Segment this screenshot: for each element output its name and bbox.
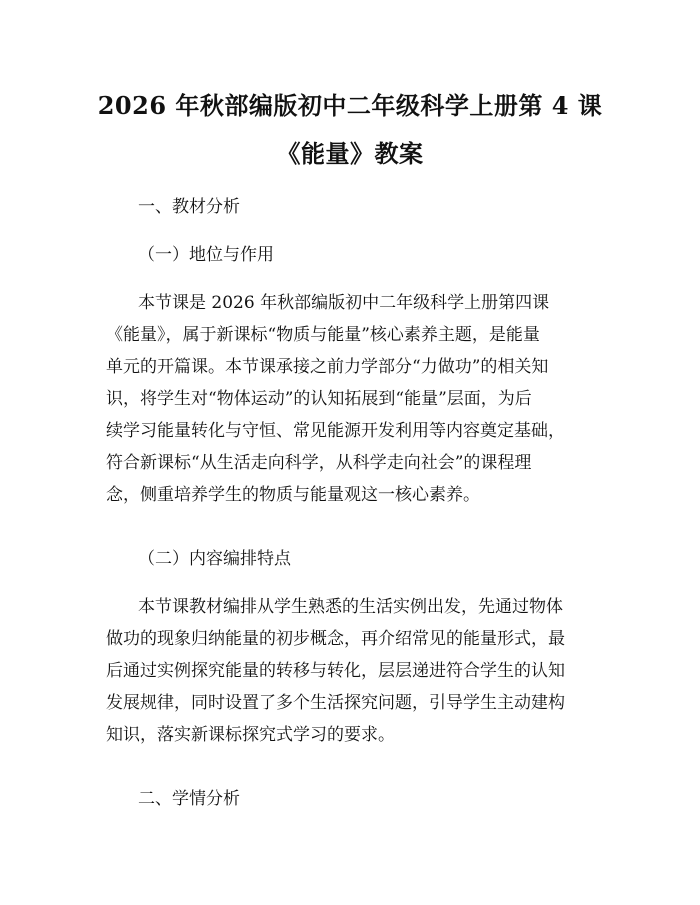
paragraph-1-line: 单元的开篇课。本节课承接之前力学部分“力做功”的相关知	[106, 357, 549, 377]
section-heading-student-analysis: 二、学情分析	[138, 789, 240, 809]
paragraph-1-line: 续学习能量转化与守恒、常见能源开发利用等内容奠定基础，	[106, 421, 565, 441]
paragraph-2-line: 知识，落实新课标探究式学习的要求。	[106, 725, 395, 745]
paragraph-1-line: 念，侧重培养学生的物质与能量观这一核心素养。	[106, 485, 480, 505]
paragraph-2-line: 做功的现象归纳能量的初步概念，再介绍常见的能量形式，最	[106, 629, 565, 649]
document-title-line-2: 《能量》教案	[276, 139, 424, 168]
document-title-line-1: 2026 年秋部编版初中二年级科学上册第 4 课	[97, 91, 603, 120]
paragraph-1-line: 识，将学生对“物体运动”的认知拓展到“能量”层面，为后	[106, 389, 532, 409]
subsection-heading-position-and-role: （一）地位与作用	[138, 245, 274, 265]
paragraph-1-line: 符合新课标“从生活走向科学，从科学走向社会”的课程理	[106, 453, 532, 473]
paragraph-2-line: 发展规律，同时设置了多个生活探究问题，引导学生主动建构	[106, 693, 565, 713]
paragraph-2-line: 本节课教材编排从学生熟悉的生活实例出发，先通过物体	[138, 597, 563, 617]
paragraph-2-line: 后通过实例探究能量的转移与转化，层层递进符合学生的认知	[106, 661, 565, 681]
paragraph-1-line: 本节课是 2026 年秋部编版初中二年级科学上册第四课	[138, 293, 550, 313]
subsection-heading-content-arrangement: （二）内容编排特点	[138, 549, 291, 569]
section-heading-textbook-analysis: 一、教材分析	[138, 197, 240, 217]
paragraph-1-line: 《能量》，属于新课标“物质与能量”核心素养主题，是能量	[106, 325, 540, 345]
